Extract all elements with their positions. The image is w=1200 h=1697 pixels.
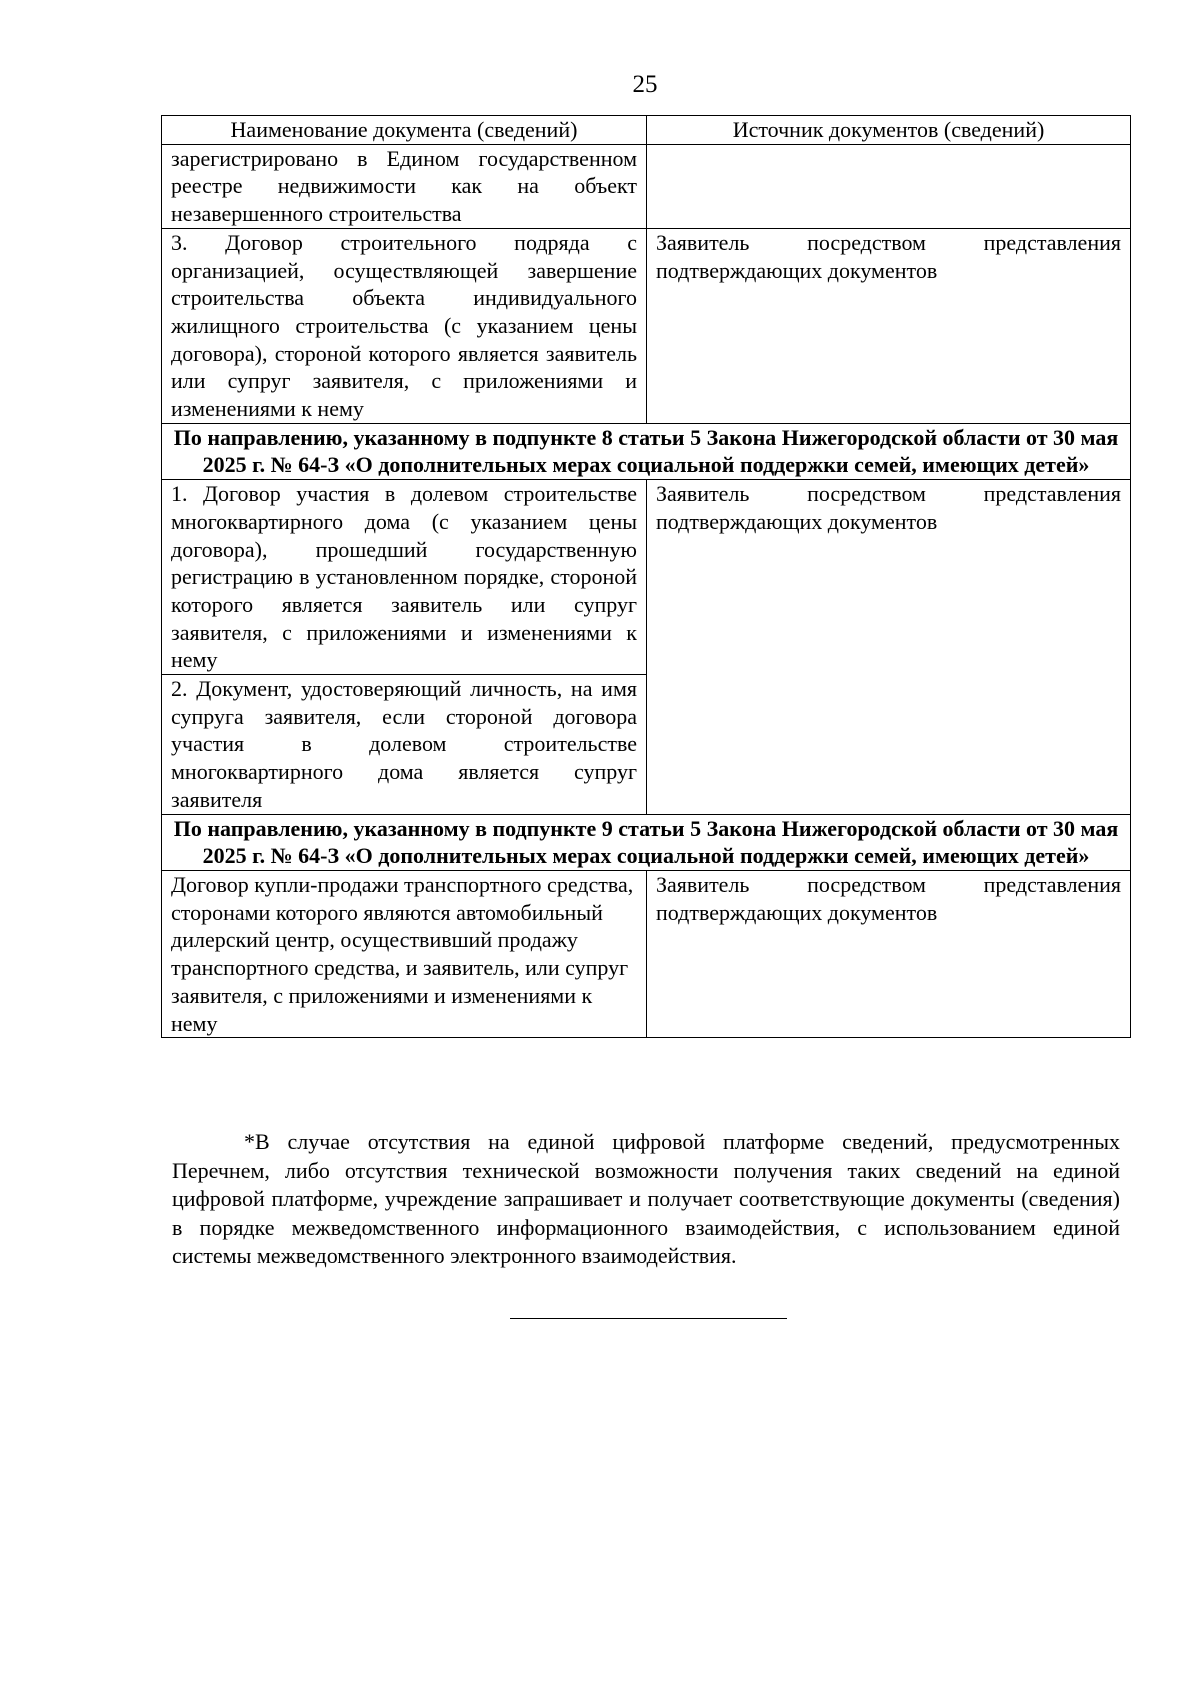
section-heading: По направлению, указанному в подпункте 9 статьи 5 Закона Нижегородской области от 30 мая 2025 г. № 64-З «О дополнительных мерах социальной поддержки семей, имеющих детей» bbox=[162, 814, 1131, 870]
source-cell: Заявитель посредством представления подтверждающих документов bbox=[647, 480, 1131, 814]
table-header-row bbox=[162, 116, 1131, 145]
document-cell: 1. Договор участия в долевом строительстве многоквартирного дома (с указанием цены договора), прошедший государственную регистрацию в установленном порядке, стороной которого является заявитель или супруг заявителя, с приложениями и изменениями к нему bbox=[162, 480, 647, 675]
table-row bbox=[162, 870, 1131, 1037]
source-cell bbox=[647, 144, 1131, 228]
header-document-name: Наименование документа (сведений) bbox=[162, 116, 647, 145]
table-row bbox=[162, 228, 1131, 423]
document-cell: 3. Договор строительного подряда с организацией, осуществляющей завершение строительства объекта индивидуального жилищного строительства (с указанием цены договора), стороной которого является заявитель или супруг заявителя, с приложениями и изменениями к нему bbox=[162, 228, 647, 423]
source-cell: Заявитель посредством представления подтверждающих документов bbox=[647, 228, 1131, 423]
section-row bbox=[162, 423, 1131, 479]
footnote: *В случае отсутствия на единой цифровой платформе сведений, предусмотренных Перечнем, либо отсутствия технической возможности получения таких сведений на единой цифровой платформе, учреждение запрашивает и получает соответствующие документы (сведения) в порядке межведомственного информационного взаимодействия, с использованием единой системы межведомственного электронного взаимодействия. bbox=[172, 1129, 1120, 1268]
document-cell: 2. Документ, удостоверяющий личность, на имя супруга заявителя, если стороной договора участия в долевом строительстве многоквартирного дома является супруг заявителя bbox=[162, 675, 647, 815]
documents-table bbox=[161, 115, 1131, 1038]
section-row bbox=[162, 814, 1131, 870]
source-cell: Заявитель посредством представления подтверждающих документов bbox=[647, 870, 1131, 1037]
section-heading: По направлению, указанному в подпункте 8 статьи 5 Закона Нижегородской области от 30 мая 2025 г. № 64-З «О дополнительных мерах социальной поддержки семей, имеющих детей» bbox=[162, 423, 1131, 479]
header-document-source: Источник документов (сведений) bbox=[647, 116, 1131, 145]
table-row bbox=[162, 480, 1131, 675]
page-number: 25 bbox=[632, 71, 658, 98]
table-row bbox=[162, 144, 1131, 228]
document-cell: Договор купли-продажи транспортного средства, сторонами которого являются автомобильный дилерский центр, осуществивший продажу транспортного средства, и заявитель, или супруг заявителя, с приложениями и изменениями к нему bbox=[162, 870, 647, 1037]
closing-separator-line bbox=[510, 1318, 787, 1319]
document-cell: зарегистрировано в Едином государственном реестре недвижимости как на объект незавершенного строительства bbox=[162, 144, 647, 228]
